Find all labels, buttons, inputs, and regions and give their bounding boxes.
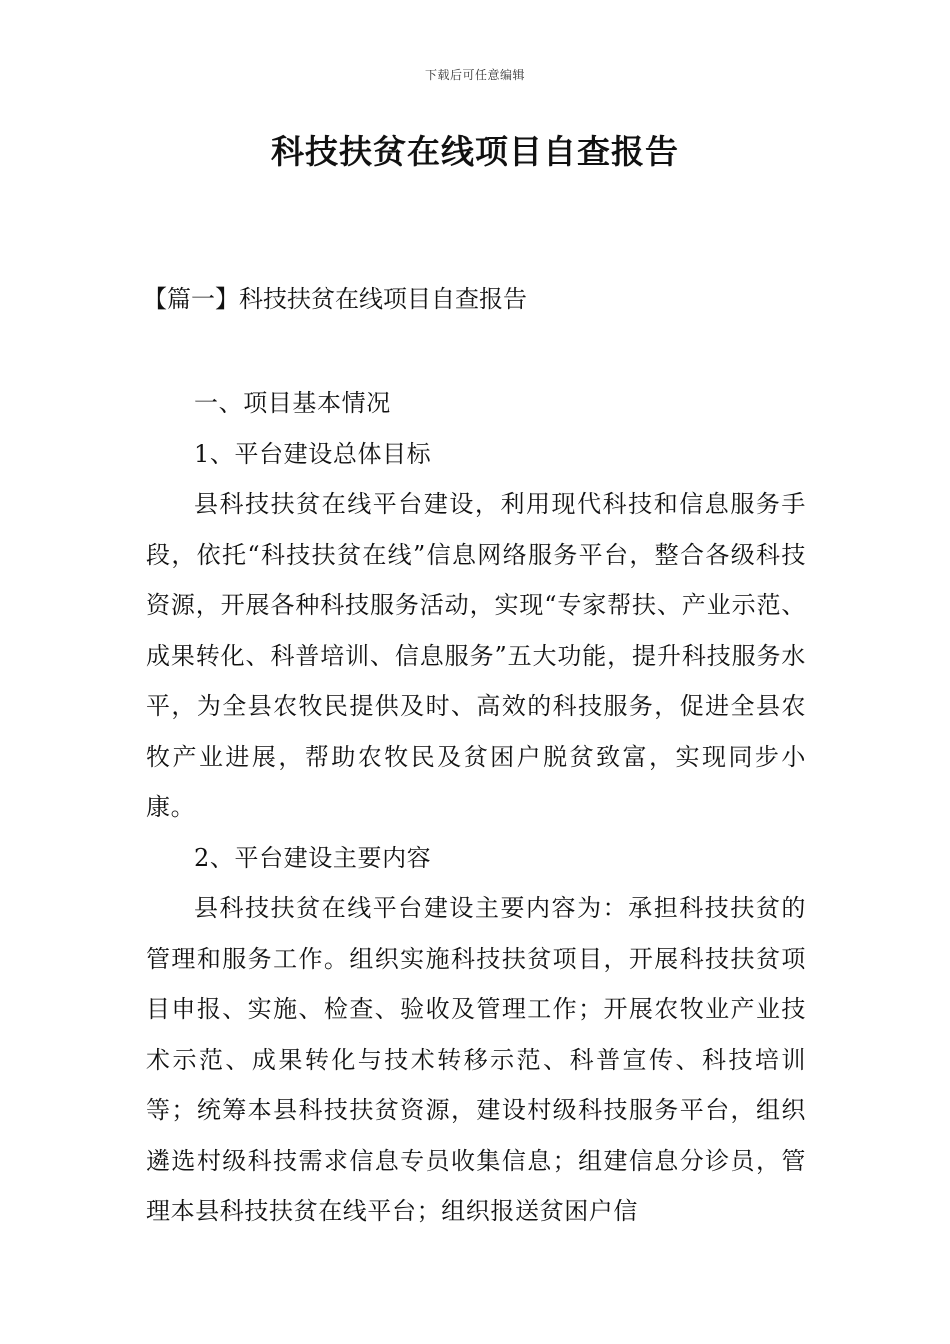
- document-title: 科技扶贫在线项目自查报告: [271, 132, 679, 171]
- header-note: 下载后可任意编辑: [424, 68, 525, 82]
- section-heading: 【篇一】科技扶贫在线项目自查报告: [143, 285, 527, 313]
- subheading-overall-goal: 1、平台建设总体目标: [194, 439, 432, 468]
- paragraph-main-content: 县科技扶贫在线平台建设主要内容为：承担科技扶贫的管理和服务工作。组织实施科技扶贫项目，开展科技扶贫项目申报、实施、检查、验收及管理工作；开展农牧业产业技术示范、成果转化与技术转移示范、科普宣传、科技培训等；统筹本县科技扶贫资源，建设村级科技服务平台，组织遴选村级科技需求信息专员收集信息；组建信息分诊员，管理本县科技扶贫在线平台；组织报送贫困户信: [146, 894, 806, 1225]
- heading-basic-situation: 一、项目基本情况: [194, 389, 391, 417]
- paragraph-overall-goal: 县科技扶贫在线平台建设，利用现代科技和信息服务手段，依托“科技扶贫在线”信息网络服务平台，整合各级科技资源，开展各种科技服务活动，实现“专家帮扶、产业示范、成果转化、科普培训、信息服务”五大功能，提升科技服务水平，为全县农牧民提供及时、高效的科技服务，促进全县农牧产业进展，帮助农牧民及贫困户脱贫致富，实现同步小康。: [146, 490, 806, 821]
- document-body: [146, 378, 806, 1237]
- subheading-main-content: 2、平台建设主要内容: [194, 843, 432, 872]
